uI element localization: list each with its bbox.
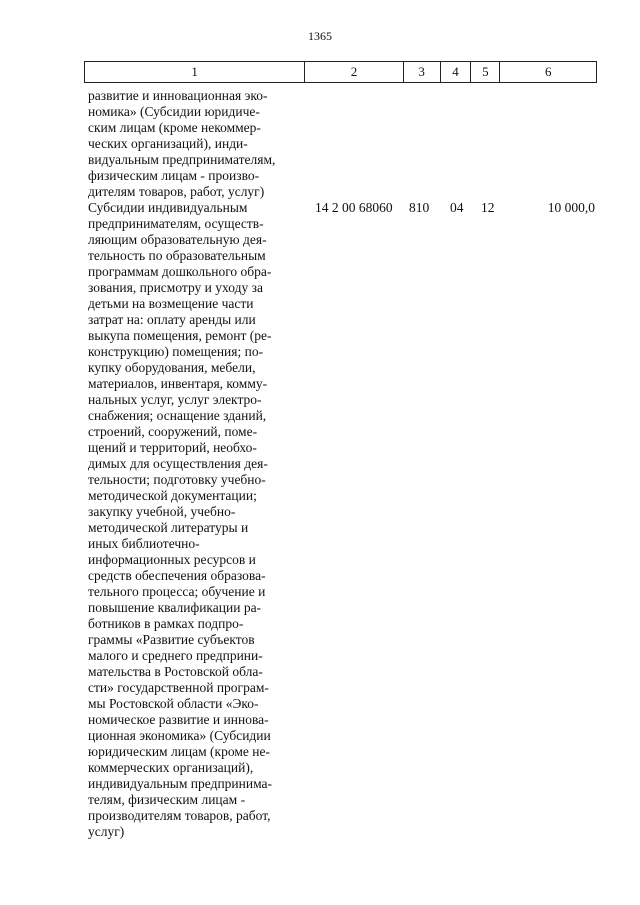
section-cell: 04 — [450, 200, 464, 215]
column-header-4: 4 — [441, 62, 472, 82]
table-header-row — [84, 61, 597, 83]
page-number: 1365 — [308, 29, 332, 43]
target-code-cell: 14 2 00 68060 — [315, 200, 393, 215]
continued-row-description: развитие и инновационная эко- номика» (Субсидии юридиче- ским лицам (кроме некоммер- ческих организаций), инди- видуальным предпринимателям, физическим лицам - произво- дителям товаров, работ, услуг) — [88, 88, 276, 199]
subsection-cell: 12 — [481, 200, 495, 215]
column-header-5: 5 — [471, 62, 500, 82]
expense-type-cell: 810 — [409, 200, 430, 215]
column-header-1: 1 — [85, 62, 305, 82]
column-header-2: 2 — [305, 62, 404, 82]
column-header-3: 3 — [404, 62, 441, 82]
row-description: Субсидии индивидуальным предпринимателям, осуществ- ляющим образовательную дея- тельность по образовательным программам дошкольного обра- зования, присмотру и уходу за детьми на возмещение части затрат на: оплату аренды или выкупа помещения, ремонт (ре- конструкцию) помещения; по- купку оборудования, мебели, материалов, инвентаря, комму- нальных услуг, услуг электро- снабжения; оснащение зданий, строений, сооружений, поме- щений и территорий, необхо- димых для осуществления дея- тельности; подготовку учебно- методической документации; закупку учебной, учебно- методической литературы и иных библиотечно- информационных ресурсов и средств обеспечения образова- тельного процесса; обучение и повышение квалификации ра- ботников в рамках подпро- граммы «Развитие субъектов малого и среднего предприни- мательства в Ростовской обла- сти» государственной програм- мы Ростовской области «Эко- номическое развитие и иннова- ционная экономика» (Субсидии юридическим лицам (кроме не- коммерческих организаций), индивидуальным предпринима- телям, физическим лицам - производителям товаров, работ, услуг) — [88, 200, 273, 839]
amount-cell: 10 000,0 — [547, 200, 595, 215]
column-header-6: 6 — [544, 64, 552, 79]
